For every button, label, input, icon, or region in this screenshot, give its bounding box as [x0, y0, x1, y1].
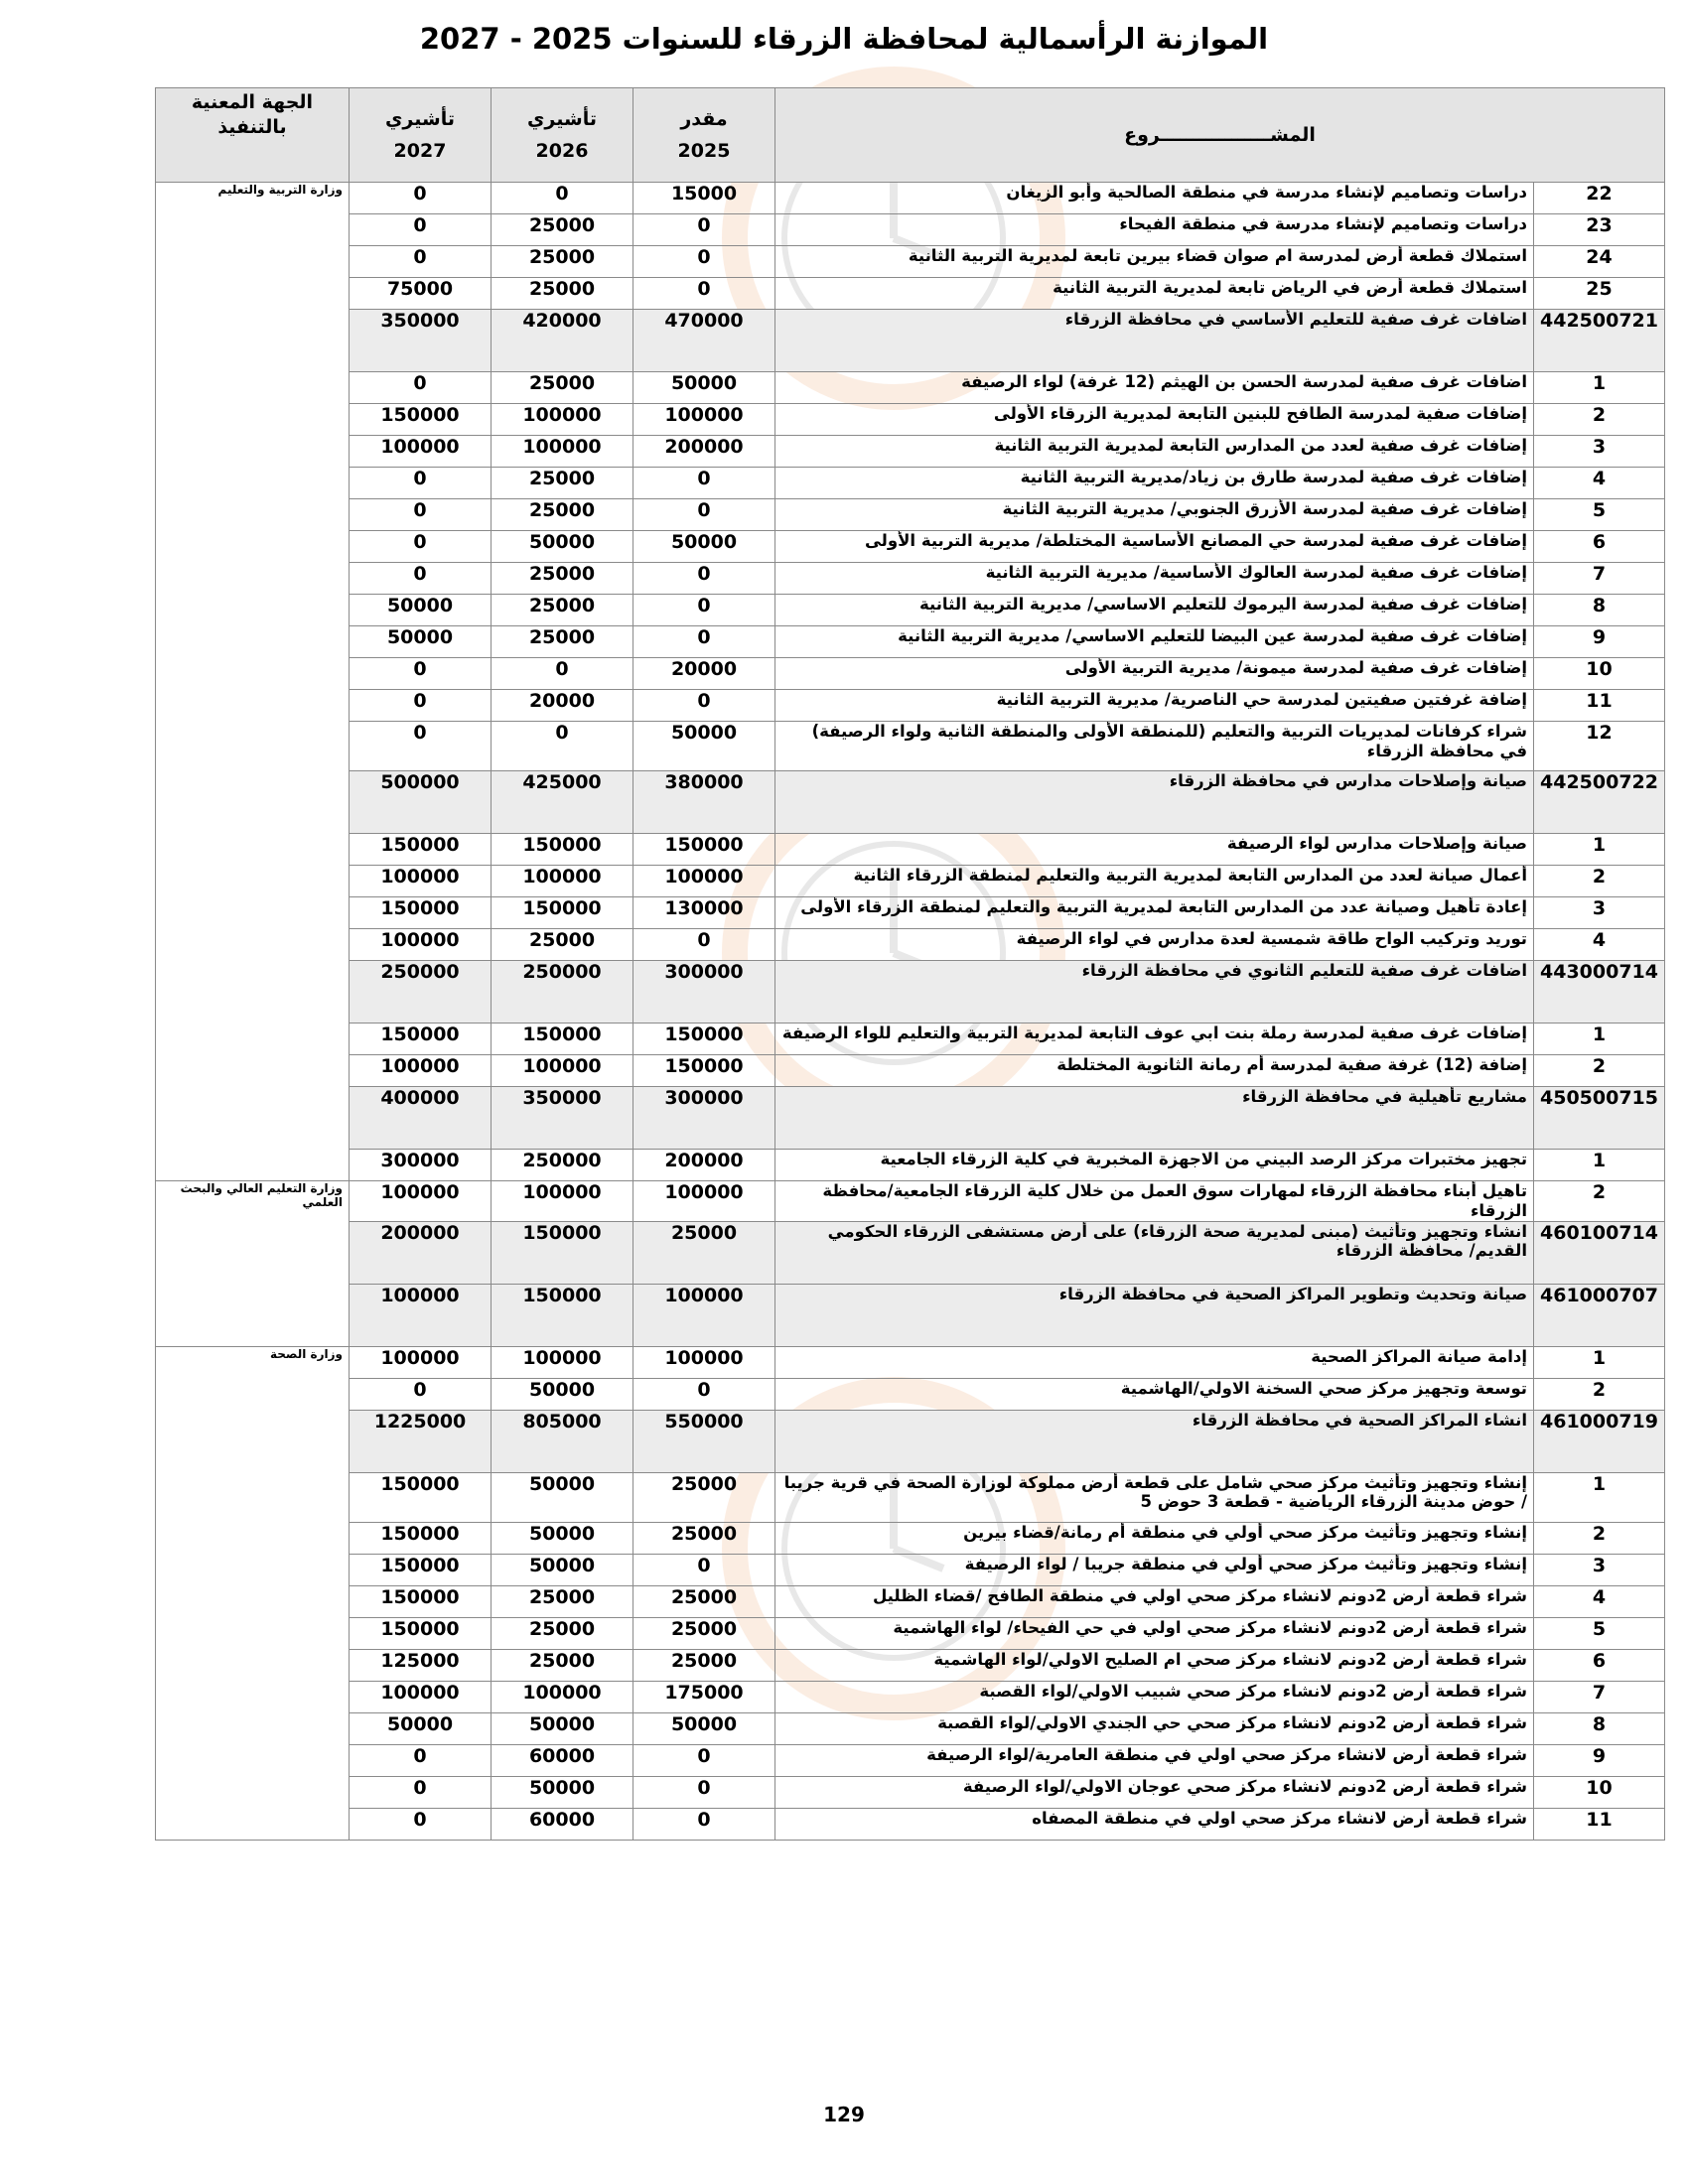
sub-project-row: [156, 246, 1665, 278]
value-2026: 25000: [492, 1649, 633, 1681]
value-2027: 0: [350, 563, 492, 595]
value-2026: 25000: [492, 1617, 633, 1649]
project-name: شراء قطعة أرض 2دونم لانشاء مركز صحي حي الجندي الاولي/لواء القصبة: [775, 1712, 1534, 1744]
sub-project-row: [156, 1744, 1665, 1776]
project-name: إنشاء وتجهيز وتأثيث مركز صحي أولي في منطقة جريبا / لواء الرصيفة: [775, 1554, 1534, 1585]
value-2026: 250000: [492, 961, 633, 1024]
sub-project-row: [156, 1378, 1665, 1410]
project-name: شراء كرفانات لمديريات التربية والتعليم (للمنطقة الأولى والمنطقة الثانية ولواء الرصيفة) في محافظة الزرقاء: [775, 722, 1534, 771]
value-2027: 150000: [350, 1522, 492, 1554]
project-code: 5: [1534, 1617, 1665, 1649]
value-2026: 25000: [492, 929, 633, 961]
value-2027: 150000: [350, 1585, 492, 1617]
value-2026: 25000: [492, 626, 633, 658]
value-2025: 380000: [633, 771, 775, 834]
value-2026: 50000: [492, 1378, 633, 1410]
project-name: استملاك قطعة أرض لمدرسة ام صوان قضاء بيرين تابعة لمديرية التربية الثانية: [775, 246, 1534, 278]
project-name: إدامة صيانة المراكز الصحية: [775, 1346, 1534, 1378]
sub-project-row: [156, 1712, 1665, 1744]
value-2025: 25000: [633, 1472, 775, 1522]
project-name: صيانة وإصلاحات مدارس في محافظة الزرقاء: [775, 771, 1534, 834]
value-2025: 0: [633, 1378, 775, 1410]
value-2027: 0: [350, 499, 492, 531]
value-2025: 0: [633, 1808, 775, 1840]
value-2027: 50000: [350, 1712, 492, 1744]
project-name: إضافة (12) غرفة صفية لمدرسة أم رمانة الثانوية المختلطة: [775, 1055, 1534, 1087]
sub-project-row: [156, 1522, 1665, 1554]
project-code: 11: [1534, 690, 1665, 722]
value-2027: 50000: [350, 595, 492, 626]
sub-project-row: [156, 1055, 1665, 1087]
value-2025: 0: [633, 595, 775, 626]
value-2026: 100000: [492, 404, 633, 436]
value-2026: 805000: [492, 1410, 633, 1472]
project-name: إضافات غرف صفية لمدرسة حي المصانع الأساسية المختلطة/ مديرية التربية الأولى: [775, 531, 1534, 563]
sub-project-row: [156, 1808, 1665, 1840]
sub-project-row: [156, 897, 1665, 929]
sub-project-row: [156, 929, 1665, 961]
project-code: 3: [1534, 436, 1665, 468]
value-2027: 350000: [350, 310, 492, 372]
project-row: [156, 1221, 1665, 1284]
project-code: 1: [1534, 1472, 1665, 1522]
project-name: تاهيل أبناء محافظة الزرقاء لمهارات سوق العمل من خلال كلية الزرقاء الجامعية/محافظة الزرقاء: [775, 1181, 1534, 1222]
value-2027: 150000: [350, 1617, 492, 1649]
value-2026: 50000: [492, 1554, 633, 1585]
value-2025: 100000: [633, 1284, 775, 1346]
project-name: إضافة غرفتين صفيتين لمدرسة حي الناصرية/ مديرية التربية الثانية: [775, 690, 1534, 722]
project-name: إضافات غرف صفية لمدرسة العالوك الأساسية/ مديرية التربية الثانية: [775, 563, 1534, 595]
value-2027: 0: [350, 722, 492, 771]
sub-project-row: [156, 834, 1665, 866]
value-2025: 100000: [633, 866, 775, 897]
project-name: تجهيز مختبرات مركز الرصد البيني من الاجهزة المخبرية في كلية الزرقاء الجامعية: [775, 1150, 1534, 1181]
project-code: 8: [1534, 595, 1665, 626]
value-2025: 200000: [633, 436, 775, 468]
value-2027: 0: [350, 1378, 492, 1410]
value-2026: 250000: [492, 1150, 633, 1181]
project-name: إضافات غرف صفية لمدرسة طارق بن زياد/مديرية التربية الثانية: [775, 468, 1534, 499]
value-2026: 25000: [492, 1585, 633, 1617]
value-2025: 0: [633, 1554, 775, 1585]
value-2025: 100000: [633, 404, 775, 436]
value-2025: 100000: [633, 1346, 775, 1378]
value-2025: 0: [633, 499, 775, 531]
sub-project-row: [156, 499, 1665, 531]
value-2025: 300000: [633, 1087, 775, 1150]
implementing-entity: وزارة التربية والتعليم: [156, 183, 350, 1181]
sub-project-row: [156, 1024, 1665, 1055]
value-2025: 15000: [633, 183, 775, 214]
value-2027: 0: [350, 372, 492, 404]
value-2026: 100000: [492, 1181, 633, 1222]
sub-project-row: [156, 372, 1665, 404]
value-2027: 150000: [350, 1024, 492, 1055]
sub-project-row: [156, 626, 1665, 658]
sub-project-row: [156, 468, 1665, 499]
project-code: 11: [1534, 1808, 1665, 1840]
value-2025: 470000: [633, 310, 775, 372]
value-2026: 150000: [492, 1284, 633, 1346]
sub-project-row: [156, 722, 1665, 771]
project-name: دراسات وتصاميم لإنشاء مدرسة في منطقة الصالحية وأبو الزيغان: [775, 183, 1534, 214]
value-2025: 50000: [633, 722, 775, 771]
value-2026: 25000: [492, 278, 633, 310]
project-code: 7: [1534, 1681, 1665, 1712]
value-2025: 0: [633, 690, 775, 722]
project-code: 461000719: [1534, 1410, 1665, 1472]
value-2025: 50000: [633, 372, 775, 404]
project-row: [156, 771, 1665, 834]
value-2025: 25000: [633, 1585, 775, 1617]
value-2025: 25000: [633, 1617, 775, 1649]
project-code: 1: [1534, 1150, 1665, 1181]
project-name: توسعة وتجهيز مركز صحي السخنة الاولي/الهاشمية: [775, 1378, 1534, 1410]
project-code: 461000707: [1534, 1284, 1665, 1346]
sub-project-row: [156, 1554, 1665, 1585]
value-2026: 150000: [492, 1221, 633, 1284]
project-code: 442500721: [1534, 310, 1665, 372]
value-2027: 150000: [350, 1554, 492, 1585]
header-2025: مقدر 2025: [633, 88, 775, 183]
sub-project-row: [156, 866, 1665, 897]
value-2025: 150000: [633, 1055, 775, 1087]
project-code: 3: [1534, 897, 1665, 929]
header-entity: الجهة المعنية بالتنفيذ: [156, 88, 350, 183]
value-2026: 25000: [492, 499, 633, 531]
project-name: مشاريع تأهيلية في محافظة الزرقاء: [775, 1087, 1534, 1150]
project-code: 5: [1534, 499, 1665, 531]
value-2026: 25000: [492, 214, 633, 246]
value-2027: 100000: [350, 1681, 492, 1712]
value-2025: 0: [633, 214, 775, 246]
value-2027: 100000: [350, 1181, 492, 1222]
value-2025: 25000: [633, 1221, 775, 1284]
value-2027: 250000: [350, 961, 492, 1024]
project-name: انشاء وتجهيز وتأثيث (مبنى لمديرية صحة الزرقاء) على أرض مستشفى الزرقاء الحكومي القديم/ محافظة الزرقاء: [775, 1221, 1534, 1284]
value-2027: 100000: [350, 1284, 492, 1346]
project-name: انشاء المراكز الصحية في محافظة الزرقاء: [775, 1410, 1534, 1472]
project-name: إنشاء وتجهيز وتأثيث مركز صحي أولي في منطقة أم رمانة/قضاء بيرين: [775, 1522, 1534, 1554]
value-2027: 0: [350, 468, 492, 499]
value-2026: 150000: [492, 897, 633, 929]
value-2027: 0: [350, 1808, 492, 1840]
value-2026: 60000: [492, 1808, 633, 1840]
project-name: شراء قطعة أرض لانشاء مركز صحي اولي في منطقة العامرية/لواء الرصيفة: [775, 1744, 1534, 1776]
project-name: شراء قطعة أرض 2دونم لانشاء مركز صحي عوجان الاولي/لواء الرصيفة: [775, 1776, 1534, 1808]
value-2025: 0: [633, 563, 775, 595]
value-2025: 25000: [633, 1522, 775, 1554]
value-2026: 25000: [492, 595, 633, 626]
value-2025: 0: [633, 929, 775, 961]
project-row: [156, 1410, 1665, 1472]
project-code: 9: [1534, 1744, 1665, 1776]
project-code: 2: [1534, 1522, 1665, 1554]
value-2026: 50000: [492, 531, 633, 563]
sub-project-row: [156, 1649, 1665, 1681]
value-2026: 60000: [492, 1744, 633, 1776]
project-name: إضافات صفية لمدرسة الطافح للبنين التابعة لمديرية الزرقاء الأولى: [775, 404, 1534, 436]
project-code: 10: [1534, 658, 1665, 690]
project-name: شراء قطعة أرض 2دونم لانشاء مركز صحي اولي في حي الفيحاء/ لواء الهاشمية: [775, 1617, 1534, 1649]
value-2025: 150000: [633, 834, 775, 866]
project-code: 443000714: [1534, 961, 1665, 1024]
project-name: أعمال صيانة لعدد من المدارس التابعة لمديرية التربية والتعليم لمنطقة الزرقاء الثانية: [775, 866, 1534, 897]
value-2025: 50000: [633, 1712, 775, 1744]
sub-project-row: [156, 214, 1665, 246]
sub-project-row: [156, 183, 1665, 214]
value-2027: 0: [350, 246, 492, 278]
value-2027: 50000: [350, 626, 492, 658]
project-code: 6: [1534, 531, 1665, 563]
value-2027: 1225000: [350, 1410, 492, 1472]
value-2026: 50000: [492, 1522, 633, 1554]
table-header-row: [156, 88, 1665, 183]
project-code: 8: [1534, 1712, 1665, 1744]
project-code: 2: [1534, 1181, 1665, 1222]
value-2025: 0: [633, 1776, 775, 1808]
value-2025: 20000: [633, 658, 775, 690]
value-2025: 200000: [633, 1150, 775, 1181]
header-2026: تأشيري 2026: [492, 88, 633, 183]
sub-project-row: [156, 1472, 1665, 1522]
project-name: إضافات غرف صفية لمدرسة عين البيضا للتعليم الاساسي/ مديرية التربية الثانية: [775, 626, 1534, 658]
sub-project-row: [156, 1617, 1665, 1649]
value-2027: 150000: [350, 897, 492, 929]
header-project: المشـــــــــــــــــروع: [775, 88, 1665, 183]
value-2026: 100000: [492, 436, 633, 468]
value-2027: 0: [350, 1776, 492, 1808]
project-name: استملاك قطعة أرض في الرياض تابعة لمديرية التربية الثانية: [775, 278, 1534, 310]
project-code: 25: [1534, 278, 1665, 310]
project-code: 22: [1534, 183, 1665, 214]
sub-project-row: [156, 1150, 1665, 1181]
value-2025: 0: [633, 468, 775, 499]
budget-table: [155, 87, 1665, 1841]
value-2025: 130000: [633, 897, 775, 929]
value-2026: 25000: [492, 372, 633, 404]
value-2026: 0: [492, 183, 633, 214]
value-2026: 100000: [492, 1055, 633, 1087]
value-2027: 100000: [350, 1055, 492, 1087]
sub-project-row: [156, 436, 1665, 468]
project-name: إعادة تأهيل وصيانة عدد من المدارس التابعة لمديرية التربية والتعليم لمنطقة الزرقاء الأولى: [775, 897, 1534, 929]
project-name: شراء قطعة أرض 2دونم لانشاء مركز صحي ام الصليح الاولي/لواء الهاشمية: [775, 1649, 1534, 1681]
sub-project-row: [156, 1346, 1665, 1378]
value-2027: 100000: [350, 436, 492, 468]
header-2027: تأشيري 2027: [350, 88, 492, 183]
project-name: إنشاء وتجهيز وتأثيث مركز صحي شامل على قطعة أرض مملوكة لوزارة الصحة في قرية جريبا / حوض مدينة الزرقاء الرياضية - قطعة 3 حوض 5: [775, 1472, 1534, 1522]
value-2027: 100000: [350, 929, 492, 961]
project-code: 450500715: [1534, 1087, 1665, 1150]
value-2027: 500000: [350, 771, 492, 834]
value-2025: 0: [633, 278, 775, 310]
project-name: اضافات غرف صفية للتعليم الثانوي في محافظة الزرقاء: [775, 961, 1534, 1024]
project-code: 4: [1534, 929, 1665, 961]
project-code: 9: [1534, 626, 1665, 658]
value-2027: 125000: [350, 1649, 492, 1681]
project-name: إضافات غرف صفية لمدرسة الأزرق الجنوبي/ مديرية التربية الثانية: [775, 499, 1534, 531]
value-2026: 425000: [492, 771, 633, 834]
project-code: 6: [1534, 1649, 1665, 1681]
value-2027: 0: [350, 658, 492, 690]
value-2027: 300000: [350, 1150, 492, 1181]
value-2027: 0: [350, 183, 492, 214]
project-code: 24: [1534, 246, 1665, 278]
project-row: [156, 961, 1665, 1024]
value-2027: 200000: [350, 1221, 492, 1284]
project-code: 2: [1534, 1378, 1665, 1410]
sub-project-row: [156, 1681, 1665, 1712]
value-2026: 420000: [492, 310, 633, 372]
value-2025: 50000: [633, 531, 775, 563]
project-name: إضافات غرف صفية لمدرسة رملة بنت ابي عوف التابعة لمديرية التربية والتعليم للواء الرصيفة: [775, 1024, 1534, 1055]
value-2027: 150000: [350, 834, 492, 866]
value-2026: 100000: [492, 866, 633, 897]
value-2026: 100000: [492, 1346, 633, 1378]
value-2026: 50000: [492, 1712, 633, 1744]
value-2025: 300000: [633, 961, 775, 1024]
value-2027: 0: [350, 214, 492, 246]
value-2026: 20000: [492, 690, 633, 722]
sub-project-row: [156, 595, 1665, 626]
project-name: توريد وتركيب الواح طاقة شمسية لعدة مدارس في لواء الرصيفة: [775, 929, 1534, 961]
page-title: الموازنة الرأسمالية لمحافظة الزرقاء للسنوات 2025 - 2027: [419, 22, 1269, 56]
value-2027: 0: [350, 531, 492, 563]
value-2026: 150000: [492, 834, 633, 866]
value-2026: 100000: [492, 1681, 633, 1712]
project-code: 2: [1534, 866, 1665, 897]
implementing-entity: وزارة الصحة: [156, 1346, 350, 1840]
sub-project-row: [156, 278, 1665, 310]
project-code: 1: [1534, 834, 1665, 866]
value-2026: 25000: [492, 246, 633, 278]
sub-project-row: [156, 1585, 1665, 1617]
value-2026: 25000: [492, 563, 633, 595]
value-2027: 0: [350, 690, 492, 722]
value-2025: 0: [633, 626, 775, 658]
project-name: شراء قطعة أرض 2دونم لانشاء مركز صحي شبيب الاولي/لواء القصبة: [775, 1681, 1534, 1712]
project-name: إضافات غرف صفية لمدرسة اليرموك للتعليم الاساسي/ مديرية التربية الثانية: [775, 595, 1534, 626]
project-name: اضافات غرف صفية لمدرسة الحسن بن الهيثم (12 غرفة) لواء الرصيفة: [775, 372, 1534, 404]
value-2026: 50000: [492, 1472, 633, 1522]
project-row: [156, 1284, 1665, 1346]
value-2026: 0: [492, 722, 633, 771]
value-2027: 100000: [350, 1346, 492, 1378]
value-2025: 150000: [633, 1024, 775, 1055]
sub-project-row: [156, 690, 1665, 722]
project-name: إضافات غرف صفية لمدرسة ميمونة/ مديرية التربية الأولى: [775, 658, 1534, 690]
project-code: 2: [1534, 404, 1665, 436]
value-2026: 350000: [492, 1087, 633, 1150]
sub-project-row: [156, 563, 1665, 595]
value-2027: 75000: [350, 278, 492, 310]
implementing-entity: وزارة التعليم العالي والبحث العلمي: [156, 1181, 350, 1347]
project-name: دراسات وتصاميم لإنشاء مدرسة في منطقة الفيحاء: [775, 214, 1534, 246]
value-2025: 175000: [633, 1681, 775, 1712]
project-name: صيانة وإصلاحات مدارس لواء الرصيفة: [775, 834, 1534, 866]
value-2025: 0: [633, 1744, 775, 1776]
project-code: 12: [1534, 722, 1665, 771]
value-2026: 150000: [492, 1024, 633, 1055]
project-code: 23: [1534, 214, 1665, 246]
project-name: صيانة وتحديث وتطوير المراكز الصحية في محافظة الزرقاء: [775, 1284, 1534, 1346]
value-2026: 0: [492, 658, 633, 690]
project-code: 1: [1534, 372, 1665, 404]
project-code: 2: [1534, 1055, 1665, 1087]
value-2027: 150000: [350, 404, 492, 436]
sub-project-row: [156, 658, 1665, 690]
value-2025: 550000: [633, 1410, 775, 1472]
project-code: 10: [1534, 1776, 1665, 1808]
project-name: اضافات غرف صفية للتعليم الأساسي في محافظة الزرقاء: [775, 310, 1534, 372]
value-2027: 400000: [350, 1087, 492, 1150]
project-row: [156, 1087, 1665, 1150]
project-name: شراء قطعة أرض 2دونم لانشاء مركز صحي اولي في منطقة الطافح /قضاء الظليل: [775, 1585, 1534, 1617]
project-name: شراء قطعة أرض لانشاء مركز صحي اولي في منطقة المصفاه: [775, 1808, 1534, 1840]
sub-project-row: [156, 1181, 1665, 1222]
project-code: 4: [1534, 1585, 1665, 1617]
value-2025: 25000: [633, 1649, 775, 1681]
project-code: 4: [1534, 468, 1665, 499]
sub-project-row: [156, 404, 1665, 436]
value-2026: 25000: [492, 468, 633, 499]
project-code: 1: [1534, 1346, 1665, 1378]
project-code: 3: [1534, 1554, 1665, 1585]
value-2027: 0: [350, 1744, 492, 1776]
project-code: 1: [1534, 1024, 1665, 1055]
project-row: [156, 310, 1665, 372]
value-2027: 100000: [350, 866, 492, 897]
project-code: 7: [1534, 563, 1665, 595]
sub-project-row: [156, 531, 1665, 563]
project-code: 442500722: [1534, 771, 1665, 834]
value-2025: 100000: [633, 1181, 775, 1222]
value-2027: 150000: [350, 1472, 492, 1522]
project-code: 460100714: [1534, 1221, 1665, 1284]
value-2026: 50000: [492, 1776, 633, 1808]
page-number: 129: [823, 2103, 865, 2126]
sub-project-row: [156, 1776, 1665, 1808]
project-name: إضافات غرف صفية لعدد من المدارس التابعة لمديرية التربية الثانية: [775, 436, 1534, 468]
value-2025: 0: [633, 246, 775, 278]
